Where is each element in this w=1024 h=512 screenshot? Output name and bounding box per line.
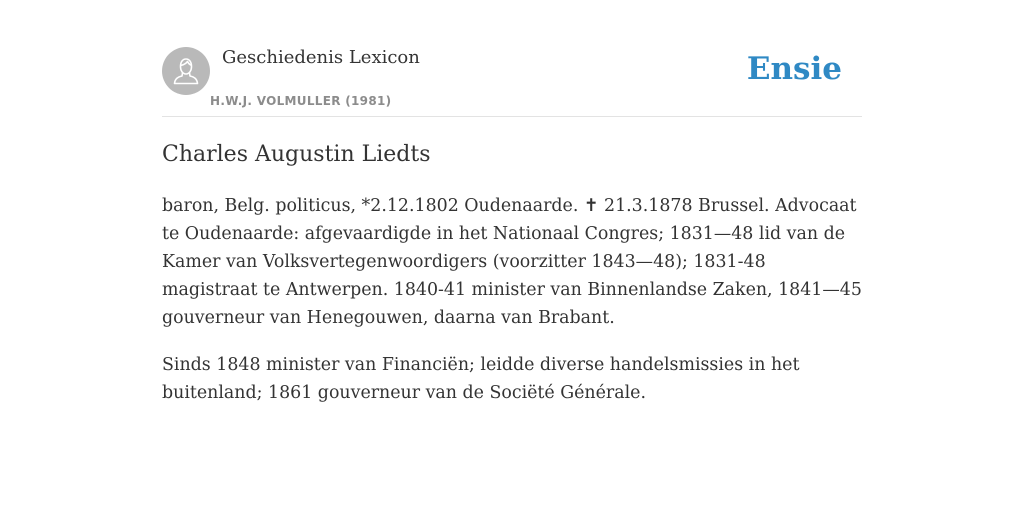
entry-card: [162, 0, 862, 512]
source-header: [162, 0, 862, 117]
entry-title: Charles Augustin Liedts: [162, 142, 431, 167]
user-placeholder-icon: [162, 47, 210, 95]
author-avatar[interactable]: [162, 47, 210, 95]
entry-body: [162, 192, 862, 426]
entry-paragraph: baron, Belg. politicus, *2.12.1802 Oudenaarde. ✝ 21.3.1878 Brussel. Advocaat te Oudenaarde: afgevaardigde in het Nationaal Congres; 1831—48 lid van de Kamer van Volksvertegenwoordigers (voorzitter 1843—48); 1831-48 magistraat te Antwerpen. 1840-41 minister van Binnenlandse Zaken, 1841—45 gouverneur van Henegouwen, daarna van Brabant.: [162, 196, 862, 328]
entry-paragraph: Sinds 1848 minister van Financiën; leidde diverse handelsmissies in het buitenland; 1861 gouverneur van de Sociëté Générale.: [162, 355, 800, 403]
ensie-logo[interactable]: Ensie: [746, 51, 842, 87]
source-author: H.W.J. VOLMULLER (1981): [210, 94, 392, 108]
source-title[interactable]: Geschiedenis Lexicon: [222, 47, 420, 68]
